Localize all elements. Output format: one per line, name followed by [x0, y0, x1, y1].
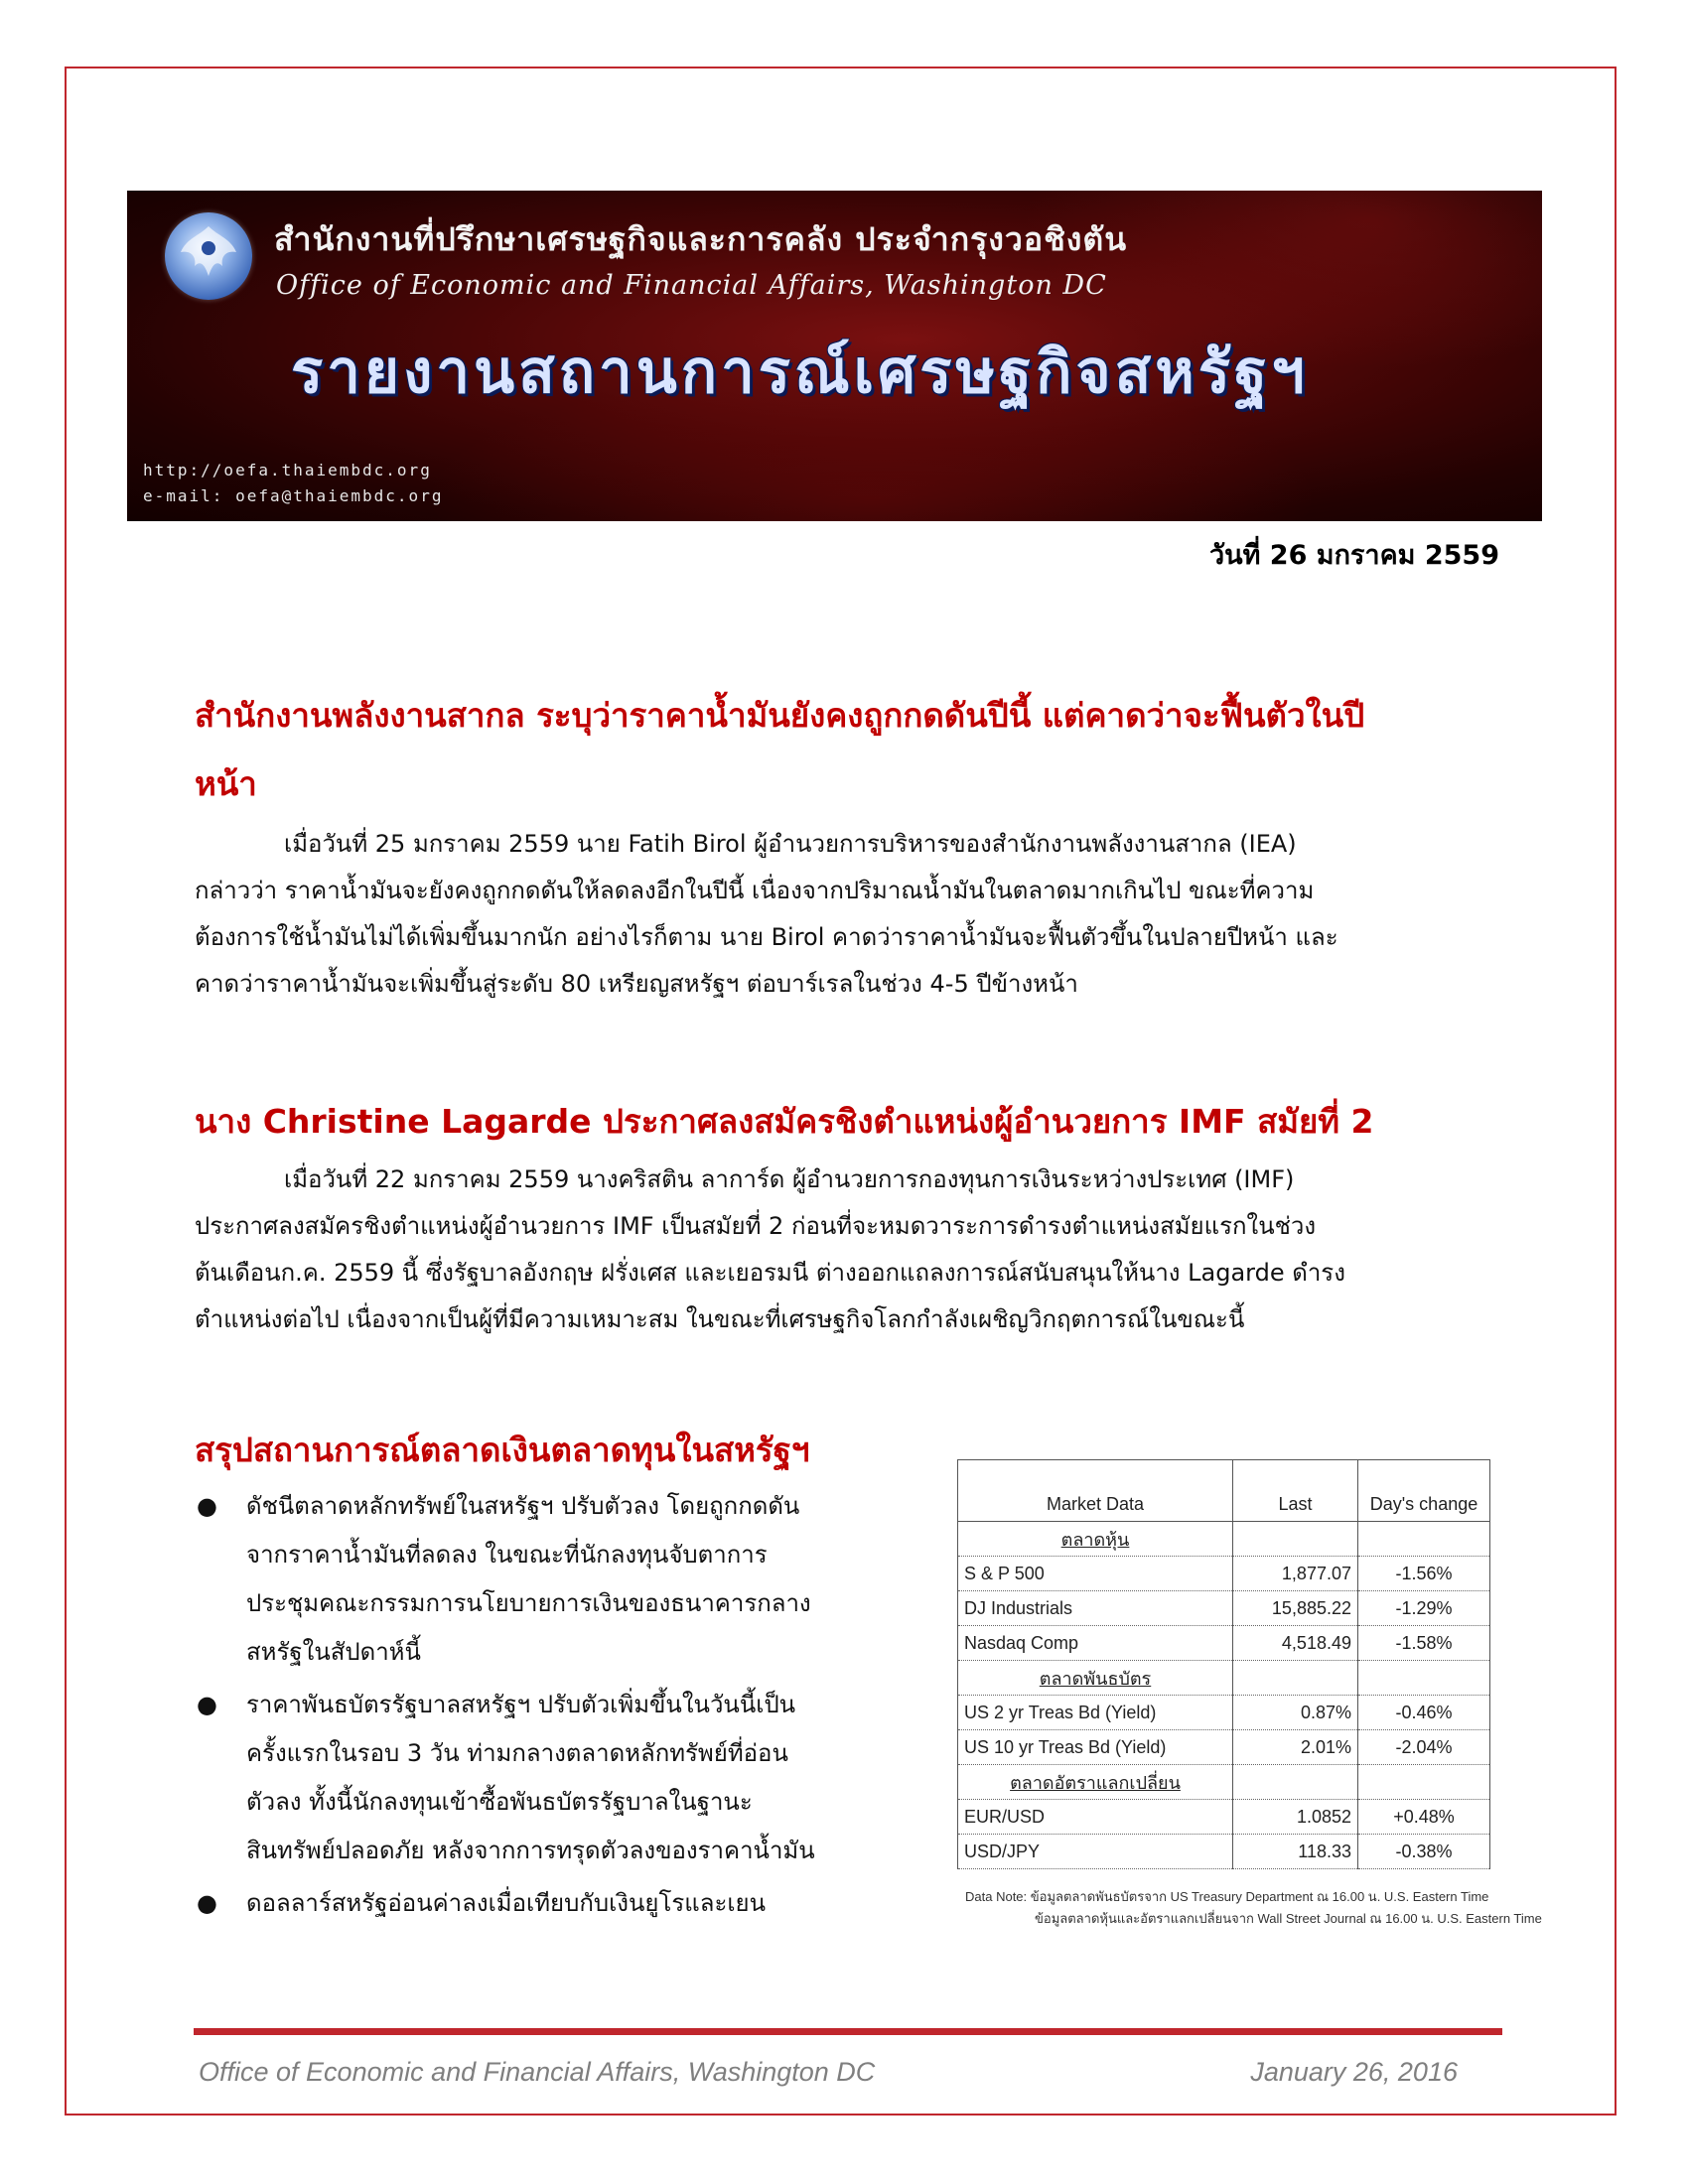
bullet-icon: ●: [197, 1492, 217, 1520]
bullet-icon: ●: [197, 1691, 217, 1718]
row-last: 1.0852: [1233, 1800, 1358, 1835]
table-row: [958, 1835, 1490, 1869]
bullet-line: สหรัฐในสัปดาห์นี้: [246, 1638, 421, 1666]
row-last: 4,518.49: [1233, 1626, 1358, 1661]
market-data-table: [957, 1459, 1490, 1869]
list-item: [197, 1482, 921, 1677]
bullet-line: ประชุมคณะกรรมการนโยบายการเงินของธนาคารกลาง: [246, 1589, 811, 1617]
row-last: 118.33: [1233, 1835, 1358, 1869]
body-line: ต้องการใช้น้ำมันไม่ได้เพิ่มขึ้นมากนัก อย่างไรก็ตาม นาย Birol คาดว่าราคาน้ำมันจะฟื้นตัวขึ้นในปลายปีหน้า และ: [195, 923, 1338, 951]
footer-date: January 26, 2016: [1250, 2057, 1458, 2087]
bullet-icon: ●: [197, 1889, 217, 1917]
data-note: [965, 1886, 1542, 1930]
body-line: ต้นเดือนก.ค. 2559 นี้ ซึ่งรัฐบาลอังกฤษ ฝรั่งเศส และเยอรมนี ต่างออกแถลงการณ์สนับสนุนให้นาง Lagarde ดำรง: [195, 1259, 1345, 1287]
bullet-line: สินทรัพย์ปลอดภัย หลังจากการทรุดตัวลงของราคาน้ำมัน: [246, 1837, 815, 1864]
body-line: ประกาศลงสมัครชิงตำแหน่งผู้อำนวยการ IMF เป็นสมัยที่ 2 ก่อนที่จะหมดวาระการดำรงตำแหน่งสมัยแรกในช่วง: [195, 1212, 1317, 1240]
group-title: ตลาดพันธบัตร: [958, 1661, 1233, 1696]
header-banner: [127, 191, 1542, 521]
table-group-row: [958, 1522, 1490, 1557]
row-last: 2.01%: [1233, 1730, 1358, 1765]
row-name: EUR/USD: [958, 1800, 1233, 1835]
contact-email[interactable]: e-mail: oefa@thaiembdc.org: [143, 486, 444, 505]
bullet-line: จากราคาน้ำมันที่ลดลง ในขณะที่นักลงทุนจับตาการ: [246, 1541, 768, 1569]
list-item: [197, 1681, 921, 1875]
group-title: ตลาดหุ้น: [958, 1522, 1233, 1557]
row-change: -1.56%: [1358, 1557, 1490, 1591]
footer-divider: [194, 2028, 1502, 2035]
row-name: Nasdaq Comp: [958, 1626, 1233, 1661]
row-name: US 10 yr Treas Bd (Yield): [958, 1730, 1233, 1765]
row-last: 0.87%: [1233, 1696, 1358, 1730]
table-row: [958, 1591, 1490, 1626]
heading-line: นาง Christine Lagarde ประกาศลงสมัครชิงตำแหน่งผู้อำนวยการ IMF สมัยที่ 2: [195, 1102, 1374, 1141]
body-line: ตำแหน่งต่อไป เนื่องจากเป็นผู้ที่มีความเหมาะสม ในขณะที่เศรษฐกิจโลกกำลังเผชิญวิกฤตการณ์ในขณะนี้: [195, 1305, 1245, 1333]
bullet-line: ครั้งแรกในรอบ 3 วัน ท่ามกลางตลาดหลักทรัพย์ที่อ่อน: [246, 1739, 788, 1767]
section-body-imf: [195, 1157, 1505, 1343]
row-change: -1.58%: [1358, 1626, 1490, 1661]
heading-line: สำนักงานพลังงานสากล ระบุว่าราคาน้ำมันยังคงถูกกดดันปีนี้ แต่คาดว่าจะฟื้นตัวในปี: [195, 696, 1365, 735]
table-group-row: [958, 1661, 1490, 1696]
data-note-line: Data Note: ข้อมูลตลาดพันธบัตรจาก US Treasury Department ณ 16.00 น. U.S. Eastern Time: [965, 1889, 1489, 1904]
heading-line: หน้า: [195, 764, 257, 803]
footer-office: Office of Economic and Financial Affairs, Washington DC: [199, 2057, 876, 2087]
heading-line: สรุปสถานการณ์ตลาดเงินตลาดทุนในสหรัฐฯ: [195, 1431, 810, 1469]
report-date: วันที่ 26 มกราคม 2559: [1208, 540, 1499, 571]
list-item: [197, 1879, 921, 1928]
table-row: [958, 1626, 1490, 1661]
bullet-line: ราคาพันธบัตรรัฐบาลสหรัฐฯ ปรับตัวเพิ่มขึ้นในวันนี้เป็น: [246, 1691, 796, 1718]
row-name: S & P 500: [958, 1557, 1233, 1591]
market-summary-bullets: [197, 1482, 921, 1932]
row-name: DJ Industrials: [958, 1591, 1233, 1626]
row-name: USD/JPY: [958, 1835, 1233, 1869]
website-url[interactable]: http://oefa.thaiembdc.org: [143, 461, 432, 479]
group-title: ตลาดอัตราแลกเปลี่ยน: [958, 1765, 1233, 1800]
data-note-line: ข้อมูลตลาดหุ้นและอัตราแลกเปลี่ยนจาก Wall Street Journal ณ 16.00 น. U.S. Eastern Time: [1035, 1911, 1542, 1926]
bullet-line: ดัชนีตลาดหลักทรัพย์ในสหรัฐฯ ปรับตัวลง โดยถูกกดดัน: [246, 1492, 800, 1520]
table-group-row: [958, 1765, 1490, 1800]
section-heading-oil-cont: [195, 757, 257, 810]
row-change: -2.04%: [1358, 1730, 1490, 1765]
table-row: [958, 1730, 1490, 1765]
row-change: -0.38%: [1358, 1835, 1490, 1869]
garuda-emblem-icon: [165, 212, 252, 300]
column-header: Last: [1233, 1460, 1358, 1522]
body-line: คาดว่าราคาน้ำมันจะเพิ่มขึ้นสู่ระดับ 80 เหรียญสหรัฐฯ ต่อบาร์เรลในช่วง 4-5 ปีข้างหน้า: [195, 970, 1078, 998]
org-name-english: Office of Economic and Financial Affairs, Washington DC: [276, 270, 1107, 301]
body-line: เมื่อวันที่ 25 มกราคม 2559 นาย Fatih Birol ผู้อำนวยการบริหารของสำนักงานพลังงานสากล (IEA): [284, 830, 1297, 858]
row-last: 15,885.22: [1233, 1591, 1358, 1626]
body-line: กล่าวว่า ราคาน้ำมันจะยังคงถูกกดดันให้ลดลงอีกในปีนี้ เนื่องจากปริมาณน้ำมันในตลาดมากเกินไป ขณะที่ความ: [195, 877, 1315, 904]
table-row: [958, 1800, 1490, 1835]
row-last: 1,877.07: [1233, 1557, 1358, 1591]
table-header-row: [958, 1460, 1490, 1522]
table-row: [958, 1557, 1490, 1591]
section-body-oil: [195, 821, 1505, 1008]
section-heading-imf: [195, 1095, 1374, 1148]
body-line: เมื่อวันที่ 22 มกราคม 2559 นางคริสติน ลาการ์ด ผู้อำนวยการกองทุนการเงินระหว่างประเทศ (IMF): [284, 1165, 1295, 1193]
row-change: -0.46%: [1358, 1696, 1490, 1730]
row-name: US 2 yr Treas Bd (Yield): [958, 1696, 1233, 1730]
bullet-line: ตัวลง ทั้งนี้นักลงทุนเข้าซื้อพันธบัตรรัฐบาลในฐานะ: [246, 1788, 753, 1816]
section-heading-markets: [195, 1424, 809, 1476]
section-heading-oil: [195, 689, 1364, 742]
org-name-thai: สำนักงานที่ปรึกษาเศรษฐกิจและการคลัง ประจำกรุงวอชิงตัน: [274, 220, 1128, 258]
table-row: [958, 1696, 1490, 1730]
row-change: -1.29%: [1358, 1591, 1490, 1626]
bullet-line: ดอลลาร์สหรัฐอ่อนค่าลงเมื่อเทียบกับเงินยูโรและเยน: [246, 1889, 767, 1917]
column-header: Market Data: [958, 1460, 1233, 1522]
report-title: รายงานสถานการณ์เศรษฐกิจสหรัฐฯ: [291, 338, 1309, 407]
row-change: +0.48%: [1358, 1800, 1490, 1835]
column-header: Day's change: [1358, 1460, 1490, 1522]
